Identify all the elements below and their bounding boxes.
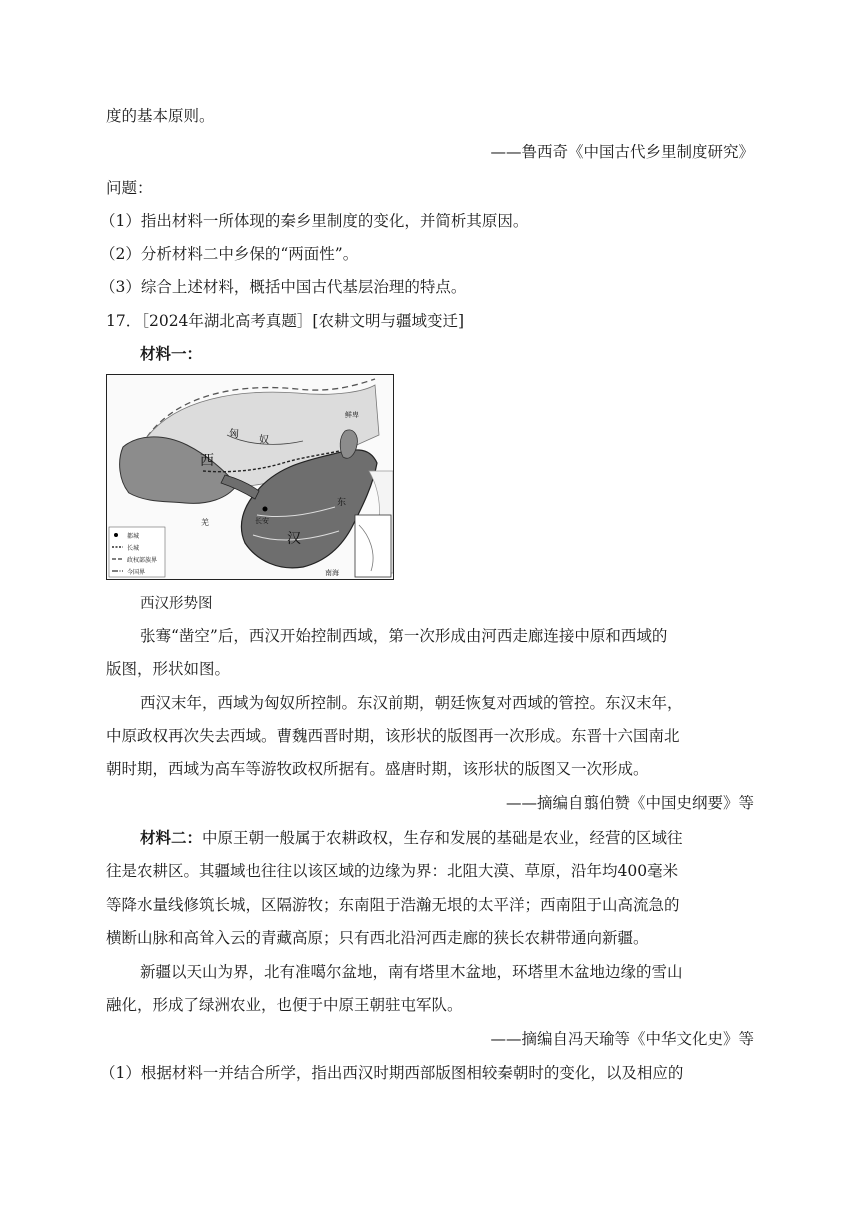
paragraph-line	[140, 828, 683, 848]
question-item: （2）分析材料二中乡保的“两面性”。	[100, 245, 359, 263]
paragraph-line: 朝时期，西域为高车等游牧政权所据有。盛唐时期，该形状的版图又一次形成。	[106, 760, 649, 778]
question-item: （1）根据材料一并结合所学，指出西汉时期西部版图相较秦朝时的变化，以及相应的	[100, 1064, 684, 1082]
paragraph-line: 中原政权再次失去西域。曹魏西晋时期，该形状的版图再一次形成。东晋十六国南北	[106, 727, 680, 745]
paragraph-line: 西汉末年，西域为匈奴所控制。东汉前期，朝廷恢复对西域的管控。东汉末年，	[140, 694, 683, 712]
paragraph-line: 张骞“凿空”后，西汉开始控制西域，第一次形成由河西走廊连接中原和西域的	[140, 627, 668, 645]
material-label: 材料一：	[140, 344, 203, 363]
map-label: 鲜卑	[345, 411, 359, 419]
paragraph-line: 等降水量线修筑长城，区隔游牧；东南阻于浩瀚无垠的太平洋；西南阻于山高流急的	[106, 896, 680, 914]
paragraph-line: 融化，形成了绿洲农业，也便于中原王朝驻屯军队。	[106, 996, 463, 1014]
paragraph-line: 往是农耕区。其疆域也往往以该区域的边缘为界：北阻大漠、草原，沿年均400毫米	[106, 862, 679, 880]
question-header: 17．［2024年湖北高考真题］[农耕文明与疆域变迁]	[106, 312, 465, 330]
legend-item: 政权部族界	[127, 557, 158, 564]
legend-item: 长城	[127, 545, 140, 552]
legend-item: 都城	[127, 533, 140, 540]
western-han-map	[106, 374, 394, 580]
text-line: 度的基本原则。	[106, 107, 215, 125]
map-caption: 西汉形势图	[140, 596, 213, 612]
question-item: （3）综合上述材料，概括中国古代基层治理的特点。	[100, 278, 467, 296]
citation: ——摘编自翦伯赞《中国史纲要》等	[505, 794, 754, 812]
paragraph-line: 版图，形状如图。	[106, 660, 231, 678]
map-label: 羌	[201, 518, 209, 527]
map-label: 东	[337, 498, 347, 508]
paragraph-line: 新疆以天山为界，北有准噶尔盆地，南有塔里木盆地，环塔里木盆地边缘的雪山	[140, 963, 683, 981]
material-label: 材料二：	[140, 828, 203, 847]
map-label: 西	[200, 453, 214, 469]
paragraph-text: 中原王朝一般属于农耕政权，生存和发展的基础是农业，经营的区域往	[202, 829, 683, 847]
map-label: 匈	[229, 429, 239, 440]
map-label: 南海	[325, 569, 339, 577]
paragraph-line: 横断山脉和高耸入云的青藏高原；只有西北沿河西走廊的狭长农耕带通向新疆。	[106, 929, 649, 947]
questions-label: 问题：	[106, 179, 153, 197]
legend-item: 今国界	[127, 569, 146, 576]
question-item: （1）指出材料一所体现的秦乡里制度的变化，并简析其原因。	[100, 212, 529, 230]
map-label: 奴	[259, 435, 269, 446]
citation: ——摘编自冯天瑜等《中华文化史》等	[490, 1030, 754, 1048]
citation: ——鲁西奇《中国古代乡里制度研究》	[490, 143, 754, 161]
map-label: 汉	[287, 531, 301, 547]
map-label: 长安	[255, 517, 269, 525]
